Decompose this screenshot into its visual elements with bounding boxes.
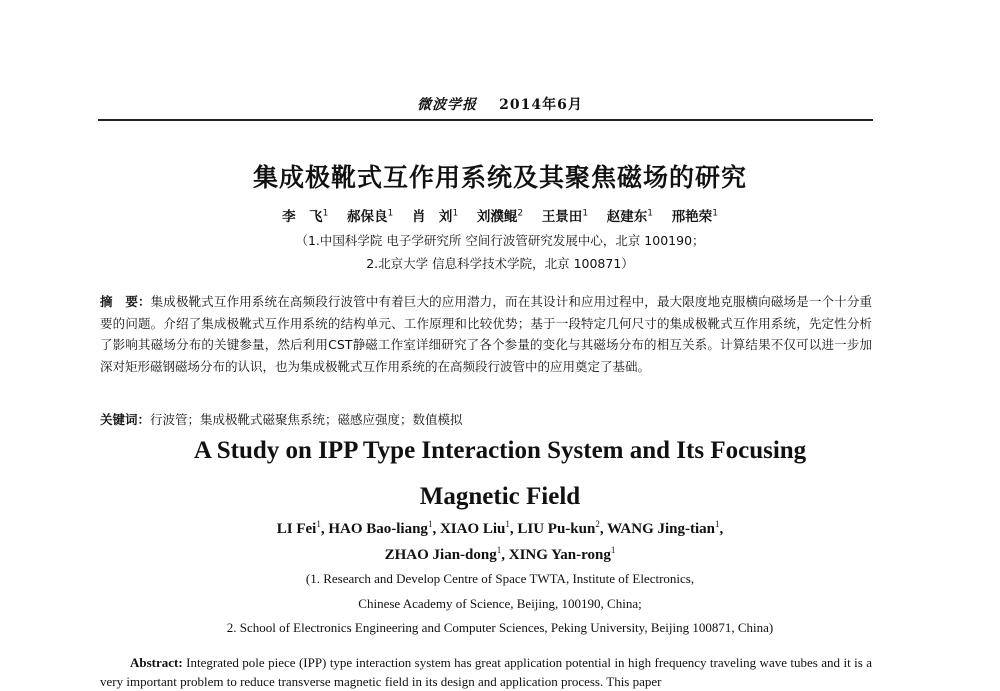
english-affiliation-3: 2. School of Electronics Engineering and Computer Sciences, Peking University, Beijing 100871, China) bbox=[226, 620, 774, 635]
author: 肖 刘$^1$ bbox=[411, 208, 459, 225]
keywords-label: 关键词： bbox=[100, 412, 151, 427]
header-rule bbox=[98, 119, 873, 121]
author: XIAO Liu$^1$, bbox=[439, 519, 518, 537]
english-abstract bbox=[100, 653, 872, 691]
abstract-label: Abstract: bbox=[130, 655, 183, 670]
author: ZHAO Jian-dong$^1$, bbox=[384, 545, 509, 563]
author: LI Fei$^1$, bbox=[276, 519, 329, 537]
author: 郝保良$^1$ bbox=[347, 208, 394, 225]
author: HAO Bao-liang$^1$, bbox=[328, 519, 440, 537]
chinese-authors bbox=[0, 205, 1000, 225]
abstract-text: 集成极靴式互作用系统在高频段行波管中有着巨大的应用潜力，而在其设计和应用过程中，最大限度地克服横向磁场是一个十分重要的问题。介绍了集成极靴式互作用系统的结构单元、工作原理和比较优势；基于一段特定几何尺寸的集成极靴式互作用系统，先定性分析了影响其磁场分布的关键参量，然后利用CST静磁工作室详细研究了各个参量的变化与其磁场分布的相互关系。计算结果不仅可以进一步加深对矩形磁钢磁场分布的认识，也为集成极靴式互作用系统的在高频段行波管中的应用奠定了基础。 bbox=[100, 294, 872, 374]
chinese-title: 集成极靴式互作用系统及其聚焦磁场的研究 bbox=[252, 163, 747, 192]
abstract-label: 摘 要： bbox=[100, 294, 151, 309]
english-affiliation-2: Chinese Academy of Science, Beijing, 100190, China; bbox=[358, 596, 642, 611]
author: WANG Jing-tian$^1$, bbox=[607, 519, 724, 537]
issue-date: 2014年6月 bbox=[499, 97, 583, 113]
english-title-line-2: Magnetic Field bbox=[419, 483, 581, 510]
chinese-abstract bbox=[100, 291, 872, 377]
chinese-keywords bbox=[100, 410, 872, 428]
author: XING Yan-rong$^1$ bbox=[508, 545, 616, 563]
author: 赵建东$^1$ bbox=[606, 208, 653, 225]
author: 李 飞$^1$ bbox=[282, 208, 329, 225]
chinese-affiliation-2: 2.北京大学 信息科学技术学院，北京 100871） bbox=[366, 256, 634, 271]
journal-name: 微波学报 bbox=[417, 97, 478, 113]
running-head bbox=[0, 94, 1000, 114]
english-authors-line-1 bbox=[0, 521, 1000, 538]
chinese-affiliation-1: （1.中国科学院 电子学研究所 空间行波管研究发展中心，北京 100190； bbox=[295, 233, 705, 248]
abstract-text: Integrated pole piece (IPP) type interaction system has great application potential in high frequency traveling wave tubes and it is a very important problem to reduce transverse magnetic field in its design and application process. This paper bbox=[100, 655, 873, 689]
author: 邢艳荣$^1$ bbox=[671, 208, 718, 225]
keywords-text: 行波管；集成极靴式磁聚焦系统；磁感应强度；数值模拟 bbox=[150, 412, 463, 427]
english-title-line-1: A Study on IPP Type Interaction System and Its Focusing bbox=[193, 437, 807, 464]
english-authors-line-2 bbox=[0, 547, 1000, 564]
author: 王景田$^1$ bbox=[541, 208, 589, 225]
author: LIU Pu-kun$^2$, bbox=[517, 519, 608, 537]
author: 刘濮鲲$^2$ bbox=[476, 208, 524, 225]
english-affiliation-1: (1. Research and Develop Centre of Space TWTA, Institute of Electronics, bbox=[305, 571, 695, 586]
